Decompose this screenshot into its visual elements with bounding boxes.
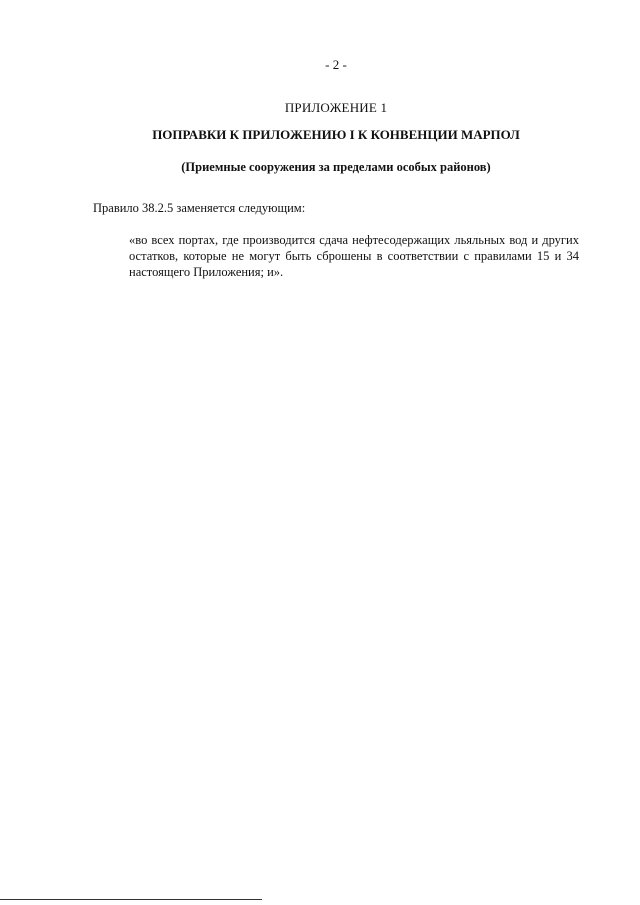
quote-line: настоящего Приложения; и». <box>129 265 284 279</box>
document-title: ПОПРАВКИ К ПРИЛОЖЕНИЮ I К КОНВЕНЦИИ МАРПОЛ <box>152 127 520 142</box>
annex-label: ПРИЛОЖЕНИЕ 1 <box>284 100 388 115</box>
quote-line: «во всех портах, где производится сдача нефтесодержащих льяльных вод и других <box>129 233 579 247</box>
quote-line: остатков, которые не могут быть сброшены в соответствии с правилами 15 и 34 <box>129 249 579 263</box>
page-number: - 2 - <box>325 57 347 72</box>
quoted-rule-text <box>129 232 579 280</box>
document-subtitle: (Приемные сооружения за пределами особых районов) <box>181 160 491 174</box>
rule-intro-paragraph: Правило 38.2.5 заменяется следующим: <box>93 201 306 215</box>
footer-divider <box>0 899 262 900</box>
